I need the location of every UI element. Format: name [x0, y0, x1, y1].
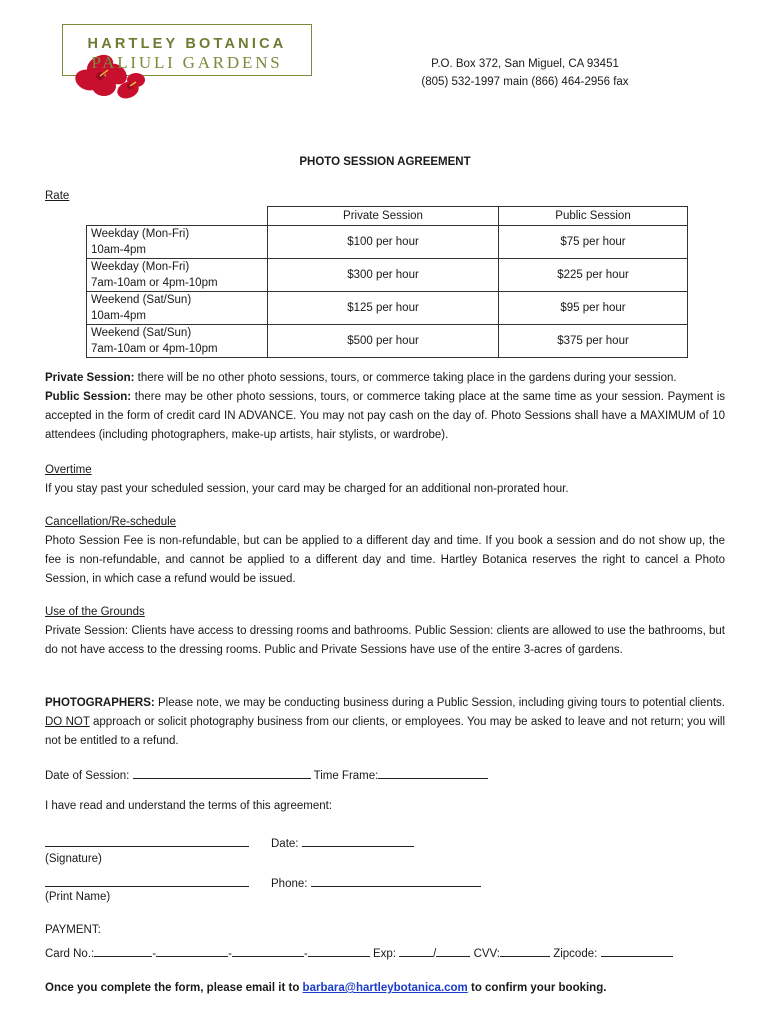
- private-session-text: there will be no other photo sessions, tours, or commerce taking place in the gardens during your session.: [134, 372, 677, 384]
- overtime-section: [45, 461, 725, 499]
- photographers-text: Please note, we may be conducting business during a Public Session, including giving tours to potential clients.: [154, 697, 725, 709]
- rate-table: [86, 206, 688, 358]
- rate-table-corner: [87, 207, 268, 226]
- public-session-text: there may be other photo sessions, tours, or commerce taking place at the same time as your session. Payment is accepted in the form of credit card IN ADVANCE. You may not pay cash on the day of. Photo Sessions shall have a MAXIMUM of 10 attendees (including photographers, make-up artists, hair stylists, or wardrobe).: [45, 391, 725, 441]
- public-rate: $95 per hour: [499, 292, 688, 325]
- public-rate: $375 per hour: [499, 325, 688, 358]
- date-label: Date:: [271, 838, 299, 850]
- read-statement: I have read and understand the terms of this agreement:: [45, 800, 333, 812]
- footer-text: Once you complete the form, please email it to: [45, 982, 303, 994]
- grounds-text: Private Session: Clients have access to dressing rooms and bathrooms. Public Session: clients are allowed to use the bathrooms, but do not have access to the dressing rooms. Public and Private Sessions have use of the entire 3-acres of gardens.: [45, 625, 725, 656]
- cancellation-text: Photo Session Fee is non-refundable, but can be applied to a different day and time. If you book a session and do not show up, the fee is non-refundable, and cannot be applied to a different day and time. Hartley Botanica reserves the right to cancel a Photo Session, in which case a refund would be issued.: [45, 535, 725, 585]
- rate-period: Weekday (Mon-Fri) 7am-10am or 4pm-10pm: [87, 259, 268, 292]
- grounds-heading: Use of the Grounds: [45, 606, 145, 618]
- private-rate: $100 per hour: [268, 226, 499, 259]
- card-number-field-3[interactable]: [232, 944, 304, 957]
- public-rate: $225 per hour: [499, 259, 688, 292]
- rate-heading: Rate: [45, 190, 70, 202]
- logo-title: HARTLEY BOTANICA: [87, 36, 287, 52]
- zipcode-field[interactable]: [601, 944, 673, 957]
- column-header-private: Private Session: [268, 207, 499, 226]
- photographers-label: PHOTOGRAPHERS:: [45, 697, 155, 709]
- print-name-caption: (Print Name): [45, 891, 111, 903]
- exp-month-field[interactable]: [399, 944, 433, 957]
- do-not-emphasis: DO NOT: [45, 716, 90, 728]
- card-number-label: Card No.:: [45, 948, 95, 960]
- signature-caption: (Signature): [45, 853, 102, 865]
- private-rate: $125 per hour: [268, 292, 499, 325]
- email-link[interactable]: barbara@hartleybotanica.com: [302, 982, 468, 994]
- logo: [62, 24, 320, 106]
- address-line: P.O. Box 372, San Miguel, CA 93451: [431, 58, 619, 70]
- table-row: [87, 292, 688, 325]
- table-row: [87, 325, 688, 358]
- rate-period: Weekend (Sat/Sun) 7am-10am or 4pm-10pm: [87, 325, 268, 358]
- zipcode-label: Zipcode:: [553, 948, 598, 960]
- rate-period: Weekend (Sat/Sun) 10am-4pm: [87, 292, 268, 325]
- time-frame-label: Time Frame:: [313, 770, 379, 782]
- private-rate: $300 per hour: [268, 259, 499, 292]
- public-rate: $75 per hour: [499, 226, 688, 259]
- payment-heading: PAYMENT:: [45, 924, 101, 936]
- exp-year-field[interactable]: [436, 944, 470, 957]
- cvv-field[interactable]: [500, 944, 550, 957]
- print-name-field[interactable]: [45, 874, 249, 887]
- grounds-section: [45, 603, 725, 660]
- time-frame-field[interactable]: [378, 766, 488, 779]
- card-number-field-2[interactable]: [156, 944, 228, 957]
- phone-field[interactable]: [311, 874, 481, 887]
- table-row: [87, 259, 688, 292]
- footer-text-end: to confirm your booking.: [467, 982, 607, 994]
- photographers-text-2: approach or solicit photography business from our clients, or employees. You may be asked to leave and not return; you will not be entitled to a refund.: [45, 716, 726, 747]
- cvv-label: CVV:: [473, 948, 500, 960]
- payment-row: Card No.: - - - Exp: / CVV: Zipcode:: [45, 944, 673, 960]
- phone-line: (805) 532-1997 main (866) 464-2956 fax: [421, 76, 629, 88]
- date-row: [271, 834, 414, 850]
- photographers-paragraph: [45, 694, 725, 751]
- overtime-heading: Overtime: [45, 464, 92, 476]
- session-date-row: [45, 766, 488, 782]
- page-title: PHOTO SESSION AGREEMENT: [299, 156, 471, 168]
- rate-period: Weekday (Mon-Fri) 10am-4pm: [87, 226, 268, 259]
- private-rate: $500 per hour: [268, 325, 499, 358]
- phone-row: [271, 874, 481, 890]
- private-session-label: Private Session:: [45, 372, 135, 384]
- footer-instruction: [45, 982, 606, 994]
- column-header-public: Public Session: [499, 207, 688, 226]
- phone-label: Phone:: [271, 878, 308, 890]
- public-session-label: Public Session:: [45, 391, 132, 403]
- date-of-session-field[interactable]: [133, 766, 311, 779]
- sessions-paragraph: [45, 369, 725, 445]
- overtime-text: If you stay past your scheduled session, your card may be charged for an additional non-prorated hour.: [45, 483, 569, 495]
- cancellation-heading: Cancellation/Re-schedule: [45, 516, 177, 528]
- date-of-session-label: Date of Session:: [45, 770, 130, 782]
- table-row: [87, 226, 688, 259]
- date-field[interactable]: [302, 834, 414, 847]
- logo-subtitle: PALIULI GARDENS: [91, 53, 283, 72]
- card-number-field-1[interactable]: [94, 944, 152, 957]
- card-number-field-4[interactable]: [308, 944, 370, 957]
- cancellation-section: [45, 513, 725, 589]
- exp-label: Exp:: [372, 948, 396, 960]
- signature-field[interactable]: [45, 834, 249, 847]
